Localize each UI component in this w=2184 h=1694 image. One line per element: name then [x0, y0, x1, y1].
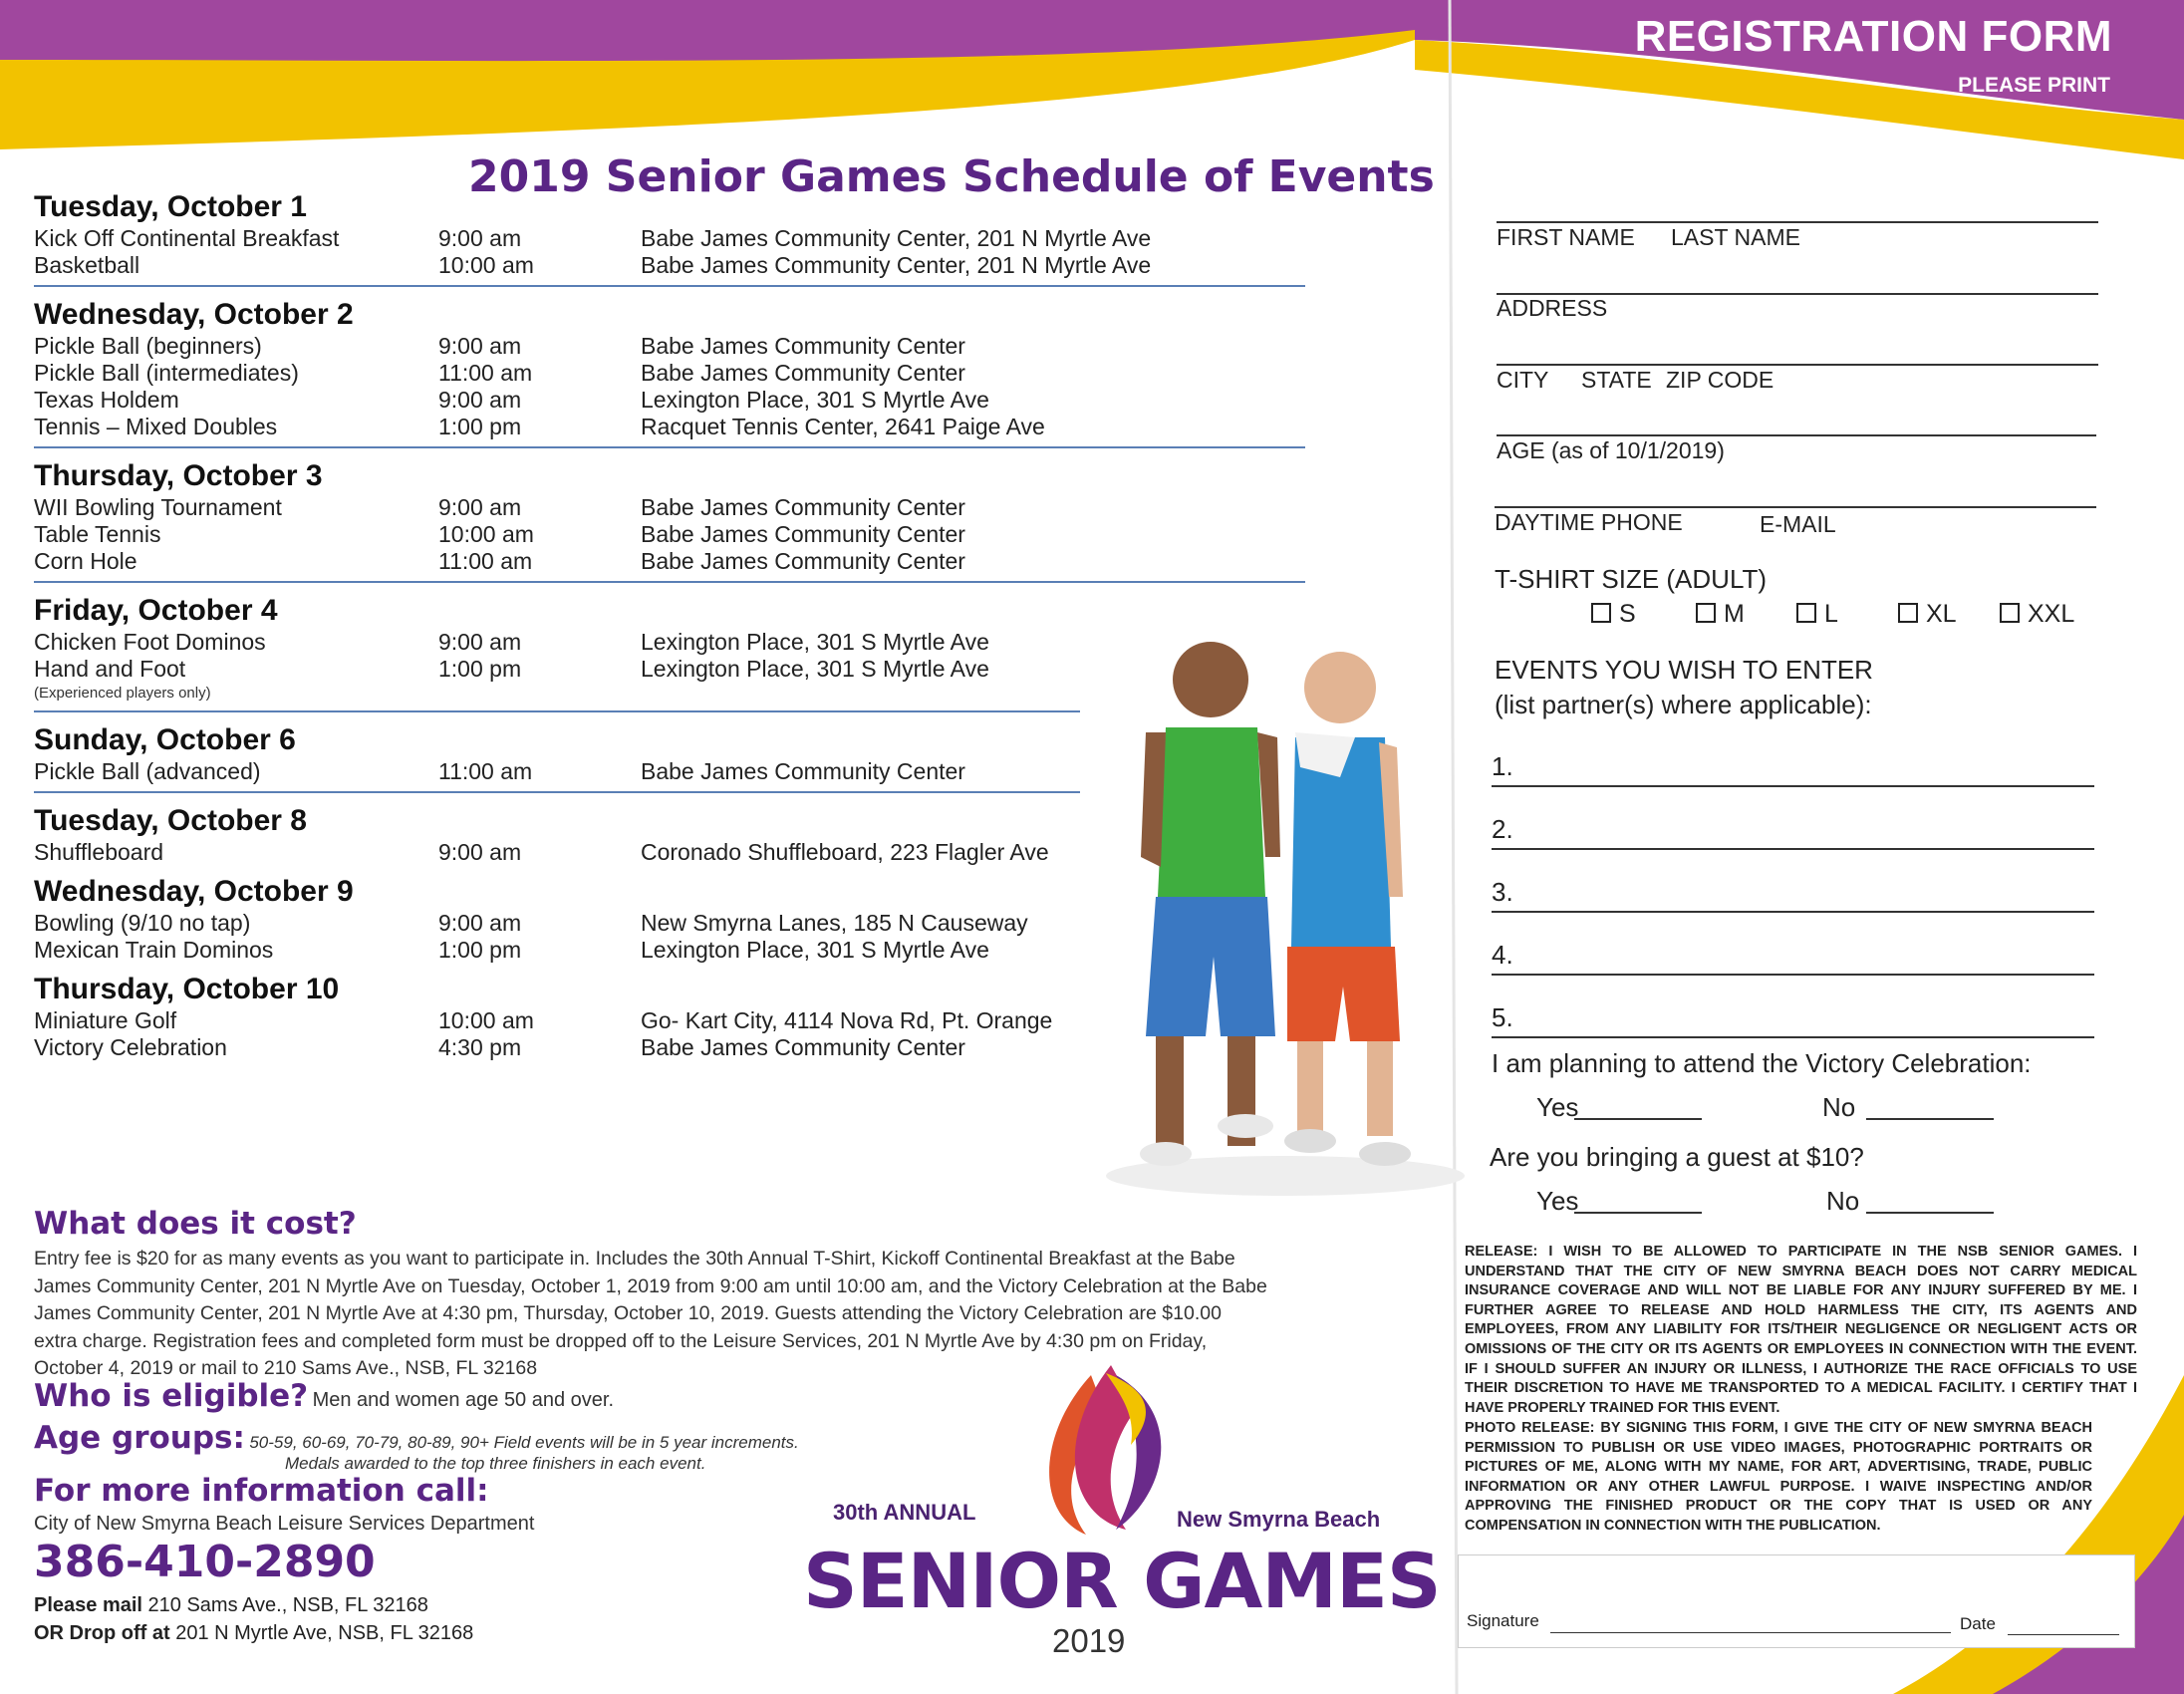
event-time: 9:00 am [438, 839, 522, 865]
event-row [34, 494, 1319, 521]
event-time: 10:00 am [438, 1007, 534, 1033]
schedule-day [34, 803, 1319, 866]
event-entry-line[interactable] [1492, 1036, 2094, 1038]
event-name: Corn Hole [34, 548, 137, 574]
schedule-day [34, 189, 1319, 287]
victory-yes-line[interactable] [1574, 1118, 1702, 1120]
day-separator [34, 710, 1080, 712]
event-row [34, 1007, 1319, 1034]
size-m-checkbox[interactable] [1696, 600, 1745, 629]
zip-label: ZIP CODE [1666, 367, 1774, 393]
victory-yes-label: Yes [1536, 1092, 1579, 1122]
cost-heading: What does it cost? [34, 1206, 357, 1242]
event-time: 10:00 am [438, 521, 534, 547]
phone-label: DAYTIME PHONE [1495, 509, 1683, 535]
event-location: Babe James Community Center [641, 521, 965, 547]
checkbox-icon [1591, 603, 1611, 623]
age-label: AGE (as of 10/1/2019) [1497, 437, 1725, 463]
size-l-label: L [1824, 600, 1838, 628]
event-location: Lexington Place, 301 S Myrtle Ave [641, 937, 989, 963]
size-l-checkbox[interactable] [1796, 600, 1838, 629]
more-info-heading: For more information call: [34, 1473, 489, 1509]
release-lead: RELEASE: [1465, 1244, 1538, 1260]
event-location: Babe James Community Center, 201 N Myrtle Ave [641, 252, 1152, 278]
event-row [34, 548, 1319, 575]
day-title: Thursday, October 10 [34, 973, 340, 1005]
day-separator [34, 581, 1305, 583]
event-name: Pickle Ball (intermediates) [34, 360, 299, 386]
event-line-number: 1. [1492, 751, 1513, 781]
event-name: Miniature Golf [34, 1007, 177, 1033]
event-name: Mexican Train Dominos [34, 937, 274, 963]
event-row [34, 1034, 1319, 1061]
event-time: 4:30 pm [438, 1034, 522, 1060]
mail-address [34, 1594, 428, 1617]
victory-no-line[interactable] [1866, 1118, 1994, 1120]
victory-question: I am planning to attend the Victory Celebration: [1492, 1048, 2032, 1078]
drop-address [34, 1622, 473, 1645]
day-title: Wednesday, October 9 [34, 875, 354, 908]
schedule-title: 2019 Senior Games Schedule of Events [468, 151, 1435, 202]
day-title: Tuesday, October 8 [34, 804, 307, 837]
checkbox-icon [1696, 603, 1716, 623]
event-time: 1:00 pm [438, 414, 522, 439]
event-location: Babe James Community Center [641, 758, 965, 784]
event-time: 9:00 am [438, 629, 522, 655]
event-location: Babe James Community Center [641, 494, 965, 520]
size-xxl-label: XXL [2028, 600, 2075, 628]
guest-no-label: No [1826, 1186, 1860, 1216]
cost-text: Entry fee is $20 for as many events as you want to participate in. Includes the 30th Annual T-Shirt, Kickoff Continental Breakfast at the Babe James Community Center, 201 N Myrtle Ave on Tuesday, October 1, 2019 from 9:00 am until 10:00 am, and the Victory Celebration at the Babe James Community Center, 201 N Myrtle Ave at 4:30 pm, Thursday, October 10, 2019. Guests attending the Victory Celebration are $10.00 extra charge. Registration fees and completed form must be dropped off to the Leisure Services, 201 N Myrtle Ave by 4:30 pm on Friday, October 4, 2019 or mail to 210 Sams Ave., NSB, FL 32168 [34, 1248, 1267, 1380]
day-title: Friday, October 4 [34, 594, 278, 627]
please-print: PLEASE PRINT [1958, 74, 2110, 97]
address-label: ADDRESS [1497, 295, 1608, 321]
eligibility [34, 1378, 614, 1414]
day-title: Tuesday, October 1 [34, 190, 307, 223]
event-location: Coronado Shuffleboard, 223 Flagler Ave [641, 839, 1049, 865]
medals-text: Medals awarded to the top three finishers in each event. [285, 1454, 706, 1473]
logo-annual: 30th ANNUAL [833, 1500, 976, 1525]
city-label: CITY [1497, 367, 1549, 393]
event-row [34, 521, 1319, 548]
event-line-number: 2. [1492, 814, 1513, 844]
event-time: 9:00 am [438, 225, 522, 251]
event-note: (Experienced players only) [34, 685, 211, 702]
drop-addr: 201 N Myrtle Ave, NSB, FL 32168 [175, 1622, 474, 1644]
event-time: 11:00 am [438, 360, 533, 386]
event-entry-line[interactable] [1492, 848, 2094, 850]
event-time: 9:00 am [438, 333, 522, 359]
phone-number[interactable]: 386-410-2890 [34, 1537, 376, 1587]
event-location: Lexington Place, 301 S Myrtle Ave [641, 629, 989, 655]
checkbox-icon [1796, 603, 1816, 623]
checkbox-icon [1898, 603, 1918, 623]
schedule-day [34, 297, 1319, 448]
event-location: Babe James Community Center [641, 1034, 965, 1060]
registration-title: REGISTRATION FORM [1634, 12, 2112, 61]
event-name: Chicken Foot Dominos [34, 629, 266, 655]
release-body: I WISH TO BE ALLOWED TO PARTICIPATE IN THE NSB SENIOR GAMES. I UNDERSTAND THAT THE CITY OF NEW SMYRNA BEACH DOES NOT CARRY MEDICAL INSURANCE COVERAGE AND WILL NOT BE LIABLE FOR ANY INJURY SUFFERED BY ME. I FURTHER AGREE TO RELEASE AND HOLD HARMLESS THE CITY, ITS AGENTS AND EMPLOYEES, FROM ANY LIABILITY FOR ITS/THEIR NEGLIGENCE OR NEGLIGENT ACTS OR OMISSIONS OF THE CITY OR ITS AGENTS OR EMPLOYEES IN CONNECTION WITH THE EVENT. IF I SHOULD SUFFER AN INJURY OR ILLNESS, I AUTHORIZE THE RACE OFFICIALS TO USE THEIR DISCRETION TO HAVE ME TRANSPORTED TO A MEDICAL FACILITY. I CERTIFY THAT I HAVE PROPERLY TRAINED FOR THIS EVENT. [1465, 1244, 2137, 1416]
day-separator [34, 791, 1080, 793]
event-row [34, 910, 1319, 937]
guest-question: Are you bringing a guest at $10? [1490, 1142, 1864, 1172]
release-text [1465, 1243, 2137, 1418]
event-location: Babe James Community Center [641, 360, 965, 386]
photo-release-body: BY SIGNING THIS FORM, I GIVE THE CITY OF NEW SMYRNA BEACH PERMISSION TO PUBLISH OR USE VIDEO IMAGES, PHOTOGRAPHIC PORTRAITS OR PICTURES OF ME, ALONG WITH MY NAME, FOR ART, ADVERTISING, TRADE, PUBLIC INFORMATION OR ANY OTHER LAWFUL PURPOSE. I WAIVE INSPECTING AND/OR APPROVING THE FINISHED PRODUCT OR THE COPY THAT IS USED OR ANY COMPENSATION IN CONNECTION WITH THE PUBLICATION. [1465, 1420, 2093, 1534]
event-name: Victory Celebration [34, 1034, 227, 1060]
tshirt-label: T-SHIRT SIZE (ADULT) [1495, 564, 1768, 594]
day-separator [34, 285, 1305, 287]
event-name: Texas Holdem [34, 387, 179, 413]
day-title: Wednesday, October 2 [34, 298, 354, 331]
signature-label: Signature [1467, 1611, 1539, 1630]
schedule-day [34, 593, 1319, 712]
event-row [34, 333, 1319, 360]
event-entry-line[interactable] [1492, 785, 2094, 787]
event-location: Racquet Tennis Center, 2641 Paige Ave [641, 414, 1045, 439]
city-line[interactable] [1497, 364, 2098, 366]
event-row [34, 758, 1319, 785]
event-name: Shuffleboard [34, 839, 164, 865]
event-row [34, 252, 1319, 279]
event-time: 1:00 pm [438, 656, 522, 682]
event-row [34, 656, 1319, 683]
day-title: Sunday, October 6 [34, 723, 296, 756]
event-line-number: 3. [1492, 877, 1513, 907]
schedule-day [34, 874, 1319, 964]
event-line-number: 4. [1492, 940, 1513, 970]
age-heading: Age groups: [34, 1420, 245, 1456]
date-line[interactable] [2008, 1634, 2119, 1635]
size-xl-checkbox[interactable] [1898, 600, 1957, 629]
first-name-label: FIRST NAME [1497, 224, 1635, 250]
event-time: 9:00 am [438, 387, 522, 413]
day-separator [34, 446, 1305, 448]
event-row [34, 225, 1319, 252]
day-title: Thursday, October 3 [34, 459, 323, 492]
event-time: 11:00 am [438, 548, 533, 574]
event-entry-line[interactable] [1492, 974, 2094, 976]
mail-addr: 210 Sams Ave., NSB, FL 32168 [147, 1594, 428, 1616]
event-name: Hand and Foot [34, 656, 186, 682]
email-label: E-MAIL [1760, 511, 1836, 537]
event-entry-line[interactable] [1492, 911, 2094, 913]
event-location: Babe James Community Center [641, 548, 965, 574]
event-name: Pickle Ball (advanced) [34, 758, 261, 784]
schedule-day [34, 972, 1319, 1061]
logo-city: New Smyrna Beach [1177, 1507, 1381, 1532]
event-name: Table Tennis [34, 521, 161, 547]
last-name-label: LAST NAME [1671, 224, 1800, 250]
event-name: Bowling (9/10 no tap) [34, 910, 251, 936]
event-row [34, 629, 1319, 656]
event-row [34, 387, 1319, 414]
event-row [34, 414, 1319, 440]
signature-line[interactable] [1550, 1632, 1951, 1633]
event-line-number: 5. [1492, 1002, 1513, 1032]
size-m-label: M [1724, 600, 1745, 628]
event-time: 11:00 am [438, 758, 533, 784]
age-line[interactable] [1497, 434, 2096, 436]
flame-logo-graphic [1049, 1365, 1161, 1535]
schedule-day [34, 722, 1319, 793]
logo-name: SENIOR GAMES [803, 1537, 1441, 1625]
checkbox-icon [2000, 603, 2020, 623]
department-name: City of New Smyrna Beach Leisure Services Department [34, 1513, 535, 1535]
size-s-checkbox[interactable] [1591, 600, 1636, 629]
event-row [34, 937, 1319, 964]
guest-yes-label: Yes [1536, 1186, 1579, 1216]
age-groups [34, 1420, 799, 1456]
eligible-heading: Who is eligible? [34, 1378, 309, 1414]
size-xl-label: XL [1926, 600, 1957, 628]
event-location: Babe James Community Center, 201 N Myrtle Ave [641, 225, 1152, 251]
event-time: 9:00 am [438, 494, 522, 520]
drop-label: OR Drop off at [34, 1622, 170, 1644]
event-location: Lexington Place, 301 S Myrtle Ave [641, 387, 989, 413]
guest-yes-line[interactable] [1574, 1212, 1702, 1214]
size-s-label: S [1619, 600, 1636, 628]
event-name: Tennis – Mixed Doubles [34, 414, 278, 439]
event-name: Kick Off Continental Breakfast [34, 225, 340, 251]
age-text: 50-59, 60-69, 70-79, 80-89, 90+ Field events will be in 5 year increments. [249, 1433, 799, 1452]
schedule-list [34, 189, 1319, 1069]
events-label: EVENTS YOU WISH TO ENTER [1495, 655, 1873, 685]
event-name: Pickle Ball (beginners) [34, 333, 262, 359]
state-label: STATE [1581, 367, 1652, 393]
name-line[interactable] [1497, 221, 2098, 223]
photo-release-lead: PHOTO RELEASE: [1465, 1420, 1595, 1436]
event-time: 1:00 pm [438, 937, 522, 963]
event-row [34, 839, 1319, 866]
event-time: 10:00 am [438, 252, 534, 278]
guest-no-line[interactable] [1866, 1212, 1994, 1214]
events-sublabel: (list partner(s) where applicable): [1495, 690, 1872, 719]
event-location: Go- Kart City, 4114 Nova Rd, Pt. Orange [641, 1007, 1053, 1033]
event-location: Babe James Community Center [641, 333, 965, 359]
schedule-day [34, 458, 1319, 583]
mail-label: Please mail [34, 1594, 142, 1616]
event-name: Basketball [34, 252, 140, 278]
date-label: Date [1960, 1614, 1996, 1633]
photo-release-text [1465, 1419, 2092, 1537]
logo-year: 2019 [1052, 1622, 1126, 1659]
event-location: New Smyrna Lanes, 185 N Causeway [641, 910, 1028, 936]
event-row [34, 360, 1319, 387]
phone-line[interactable] [1495, 506, 2096, 508]
event-location: Lexington Place, 301 S Myrtle Ave [641, 656, 989, 682]
event-name: WII Bowling Tournament [34, 494, 282, 520]
event-time: 9:00 am [438, 910, 522, 936]
size-xxl-checkbox[interactable] [2000, 600, 2074, 629]
eligible-text: Men and women age 50 and over. [312, 1389, 615, 1411]
victory-no-label: No [1822, 1092, 1856, 1122]
